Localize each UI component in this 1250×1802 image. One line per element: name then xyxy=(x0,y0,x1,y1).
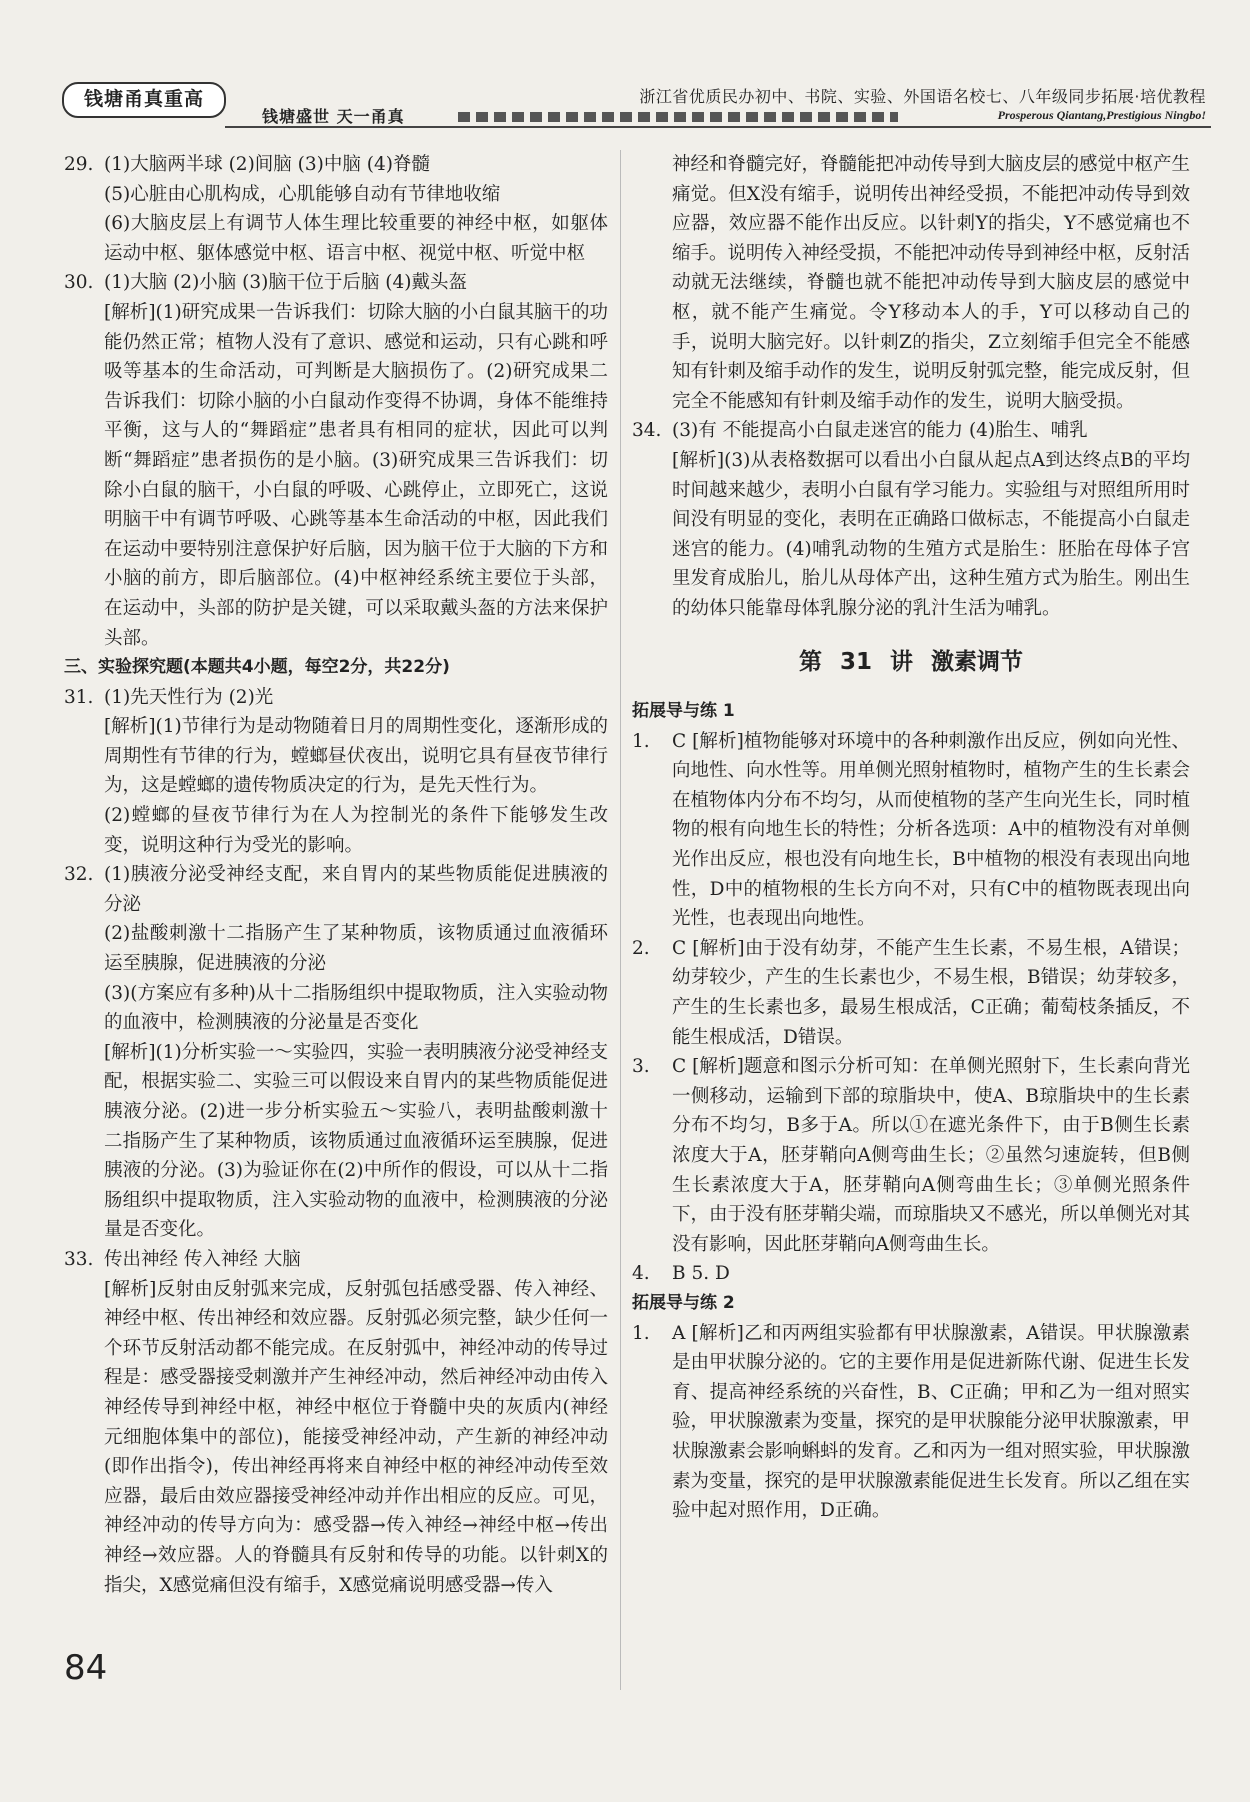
practice1-question-3: 3. C [解析]题意和图示分析可知：在单侧光照射下，生长素向背光一侧移动，运输到下部的琼脂块中，使A、B琼脂块中的生长素分布不均匀，B多于A。所以①在遮光条件下，由于B侧生长素浓度大于A，胚芽鞘向A侧弯曲生长；②虽然匀速旋转，但B侧生长素浓度大于A，胚芽鞘向A侧弯曲生长；③单侧光照条件下，由于没有胚芽鞘尖端，而琼脂块又不感光，所以单侧光对其没有影响，因此胚芽鞘向A侧弯曲生长。 xyxy=(632,1056,1191,1255)
question-30: 30. (1)大脑 (2)小脑 (3)脑干位于后脑 (4)戴头盔 [解析](1)研究成果一告诉我们：切除大脑的小白鼠其脑干的功能仍然正常；植物人没有了意识、感觉和运动，只有心跳和呼吸等基本的生命活动，可判断是大脑损伤了。(2)研究成果二告诉我们：切除小脑的小白鼠动作变得不协调，身体不能维持平衡，这与人的“舞蹈症”患者具有相同的症状，因此可以判断“舞蹈症”患者损伤的是小脑。(3)研究成果三告诉我们：切除小白鼠的脑干，小白鼠的呼吸、心跳停止，立即死亡，这说明脑干中有调节呼吸、心跳等基本生命活动的中枢，因此我们在运动中要特别注意保护好后脑，因为脑干位于大脑的下方和小脑的前方，即后脑部位。(4)中枢神经系统主要位于头部，在运动中，头部的防护是关键，可以采取戴头盔的方法来保护头部。 xyxy=(64,272,608,649)
practice1-question-4-5: 4. B 5. D xyxy=(632,1263,730,1285)
practice2-question-1: 1. A [解析]乙和丙两组实验都有甲状腺激素，A错误。甲状腺激素是由甲状腺分泌的。它的主要作用是促进新陈代谢、促进生长发育、提高神经系统的兴奋性，B、C正确；甲和乙为一组对照实验，甲状腺激素为变量，探究的是甲状腺能分泌甲状腺激素，甲状腺激素会影响蝌蚪的发育。乙和丙为一组对照实验，甲状腺激素为变量，探究的是甲状腺激素能促进生长发育。所以乙组在实验中起对照作用，D正确。 xyxy=(632,1322,1191,1522)
section-heading: 三、实验探究题(本题共4小题，每空2分，共22分) xyxy=(64,657,450,678)
lesson-title: 第 31 讲 激素调节 xyxy=(798,648,1024,675)
question-34: 34. (3)有 不能提高小白鼠走迷宫的能力 (4)胎生、哺乳 [解析](3)从表格数据可以看出小白鼠从起点A到达终点B的平均时间越来越少，表明小白鼠有学习能力。实验组与对照组所用时间没有明显的变化，表明在正确路口做标志，不能提高小白鼠走迷宫的能力。(4)哺乳动物的生殖方式是胎生：胚胎在母体子宫里发育成胎儿，胎儿从母体产出，这种生殖方式为胎生。刚出生的幼体只能靠母体乳腺分泌的乳汁生活为哺乳。 xyxy=(632,420,1191,619)
header-stripe xyxy=(458,112,898,122)
question-33-continued: 神经和脊髓完好，脊髓能把冲动传导到大脑皮层的感觉中枢产生痛觉。但X没有缩手，说明传出神经受损，不能把冲动传导到效应器，效应器不能作出反应。以针刺Y的指尖，Y不感觉痛也不缩手。说明传入神经受损，不能把冲动传导到神经中枢，反射活动就无法继续，脊髓也就不能把冲动传导到大脑皮层的感觉中枢，就不能产生痛觉。令Y移动本人的手，Y可以移动自己的手，说明大脑完好。以针刺Z的指尖，Z立刻缩手但完全不能感知有针刺及缩手动作的发生，说明反射弧完整，能完成反射，但完全不能感知有针刺及缩手动作的发生，说明大脑受损。 xyxy=(672,154,1191,412)
subsection-heading-1: 拓展导与练 1 xyxy=(632,701,735,722)
series-title: 浙江省优质民办初中、书院、实验、外国语名校七、八年级同步拓展·培优教程 xyxy=(639,87,1206,106)
english-tagline: Prosperous Qiantang,Prestigious Ningbo! xyxy=(997,108,1206,122)
question-31: 31. (1)先天性行为 (2)光 [解析](1)节律行为是动物随着日月的周期性变化，逐渐形成的周期性有节律的行为，螳螂昼伏夜出，说明它具有昼夜节律行为，这是螳螂的遗传物质决定的行为，是先天性行为。 (2)螳螂的昼夜节律行为在人为控制光的条件下能够发生改变，说明这种行为受光的影响。 xyxy=(64,686,608,856)
column-divider xyxy=(620,150,621,1690)
practice1-question-1: 1. C [解析]植物能够对环境中的各种刺激作出反应，例如向光性、向地性、向水性等。用单侧光照射植物时，植物产生的生长素会在植物体内分布不均匀，从而使植物的茎产生向光生长，同时植物的根有向地生长的特性；分析各选项：A中的植物没有对单侧光作出反应，根也没有向地生长，B中植物的根没有表现出向地性，D中的植物根的生长方向不对，只有C中的植物既表现出向光性，也表现出向地性。 xyxy=(632,730,1191,930)
question-33: 33. 传出神经 传入神经 大脑 [解析]反射由反射弧来完成，反射弧包括感受器、传入神经、神经中枢、传出神经和效应器。反射弧必须完整，缺少任何一个环节反射活动都不能完成。在反射弧中，神经冲动的传导过程是：感受器接受刺激并产生神经冲动，然后神经冲动由传入神经传导到神经中枢，神经中枢位于脊髓中央的灰质内(神经元细胞体集中的部位)，能接受神经冲动，产生新的神经冲动(即作出指令)，传出神经再将来自神经中枢的神经冲动传至效应器，最后由效应器接受神经冲动并作出相应的反应。可见，神经冲动的传导方向为：感受器→传入神经→神经中枢→传出神经→效应器。人的脊髓具有反射和传导的功能。以针刺X的指尖，X感觉痛但没有缩手，X感觉痛说明感受器→传入 xyxy=(64,1248,608,1596)
brand-logo: 钱塘甬真重高 xyxy=(62,82,226,118)
header-rule xyxy=(225,126,1211,128)
subsection-heading-2: 拓展导与练 2 xyxy=(632,1292,735,1313)
question-32: 32. (1)胰液分泌受神经支配，来自胃内的某些物质能促进胰液的分泌 (2)盐酸刺激十二指肠产生了某种物质，该物质通过血液循环运至胰腺，促进胰液的分泌 (3)(方案应有多种)从十二指肠组织中提取物质，注入实验动物的血液中，检测胰液的分泌量是否变化 [解析](1)分析实验一～实验四，实验一表明胰液分泌受神经支配，根据实验二、实验三可以假设来自胃内的某些物质能促进胰液分泌。(2)进一步分析实验五～实验八，表明盐酸刺激十二指肠产生了某种物质，该物质通过血液循环运至胰腺，促进胰液的分泌。(3)为验证你在(2)中所作的假设，可以从十二指肠组织中提取物质，注入实验动物的血液中，检测胰液的分泌量是否变化。 xyxy=(64,864,608,1241)
practice1-question-2: 2. C [解析]由于没有幼芽，不能产生生长素，不易生根，A错误；幼芽较少，产生的生长素也少，不易生根，B错误；幼芽较多，产生的生长素也多，最易生根成活，C正确；葡萄枝条插反，不能生根成活，D错误。 xyxy=(632,937,1190,1048)
left-column xyxy=(64,150,608,1600)
page-header xyxy=(0,0,1250,135)
question-29: 29. (1)大脑两半球 (2)间脑 (3)中脑 (4)脊髓 (5)心脏由心肌构成，心肌能够自动有节律地收缩 (6)大脑皮层上有调节人体生理比较重要的神经中枢，如躯体运动中枢、躯体感觉中枢、语言中枢、视觉中枢、听觉中枢 xyxy=(64,154,608,264)
slogan: 钱塘盛世 天一甬真 xyxy=(262,107,405,126)
right-column xyxy=(632,150,1190,1526)
page-number: 84 xyxy=(64,1648,108,1688)
